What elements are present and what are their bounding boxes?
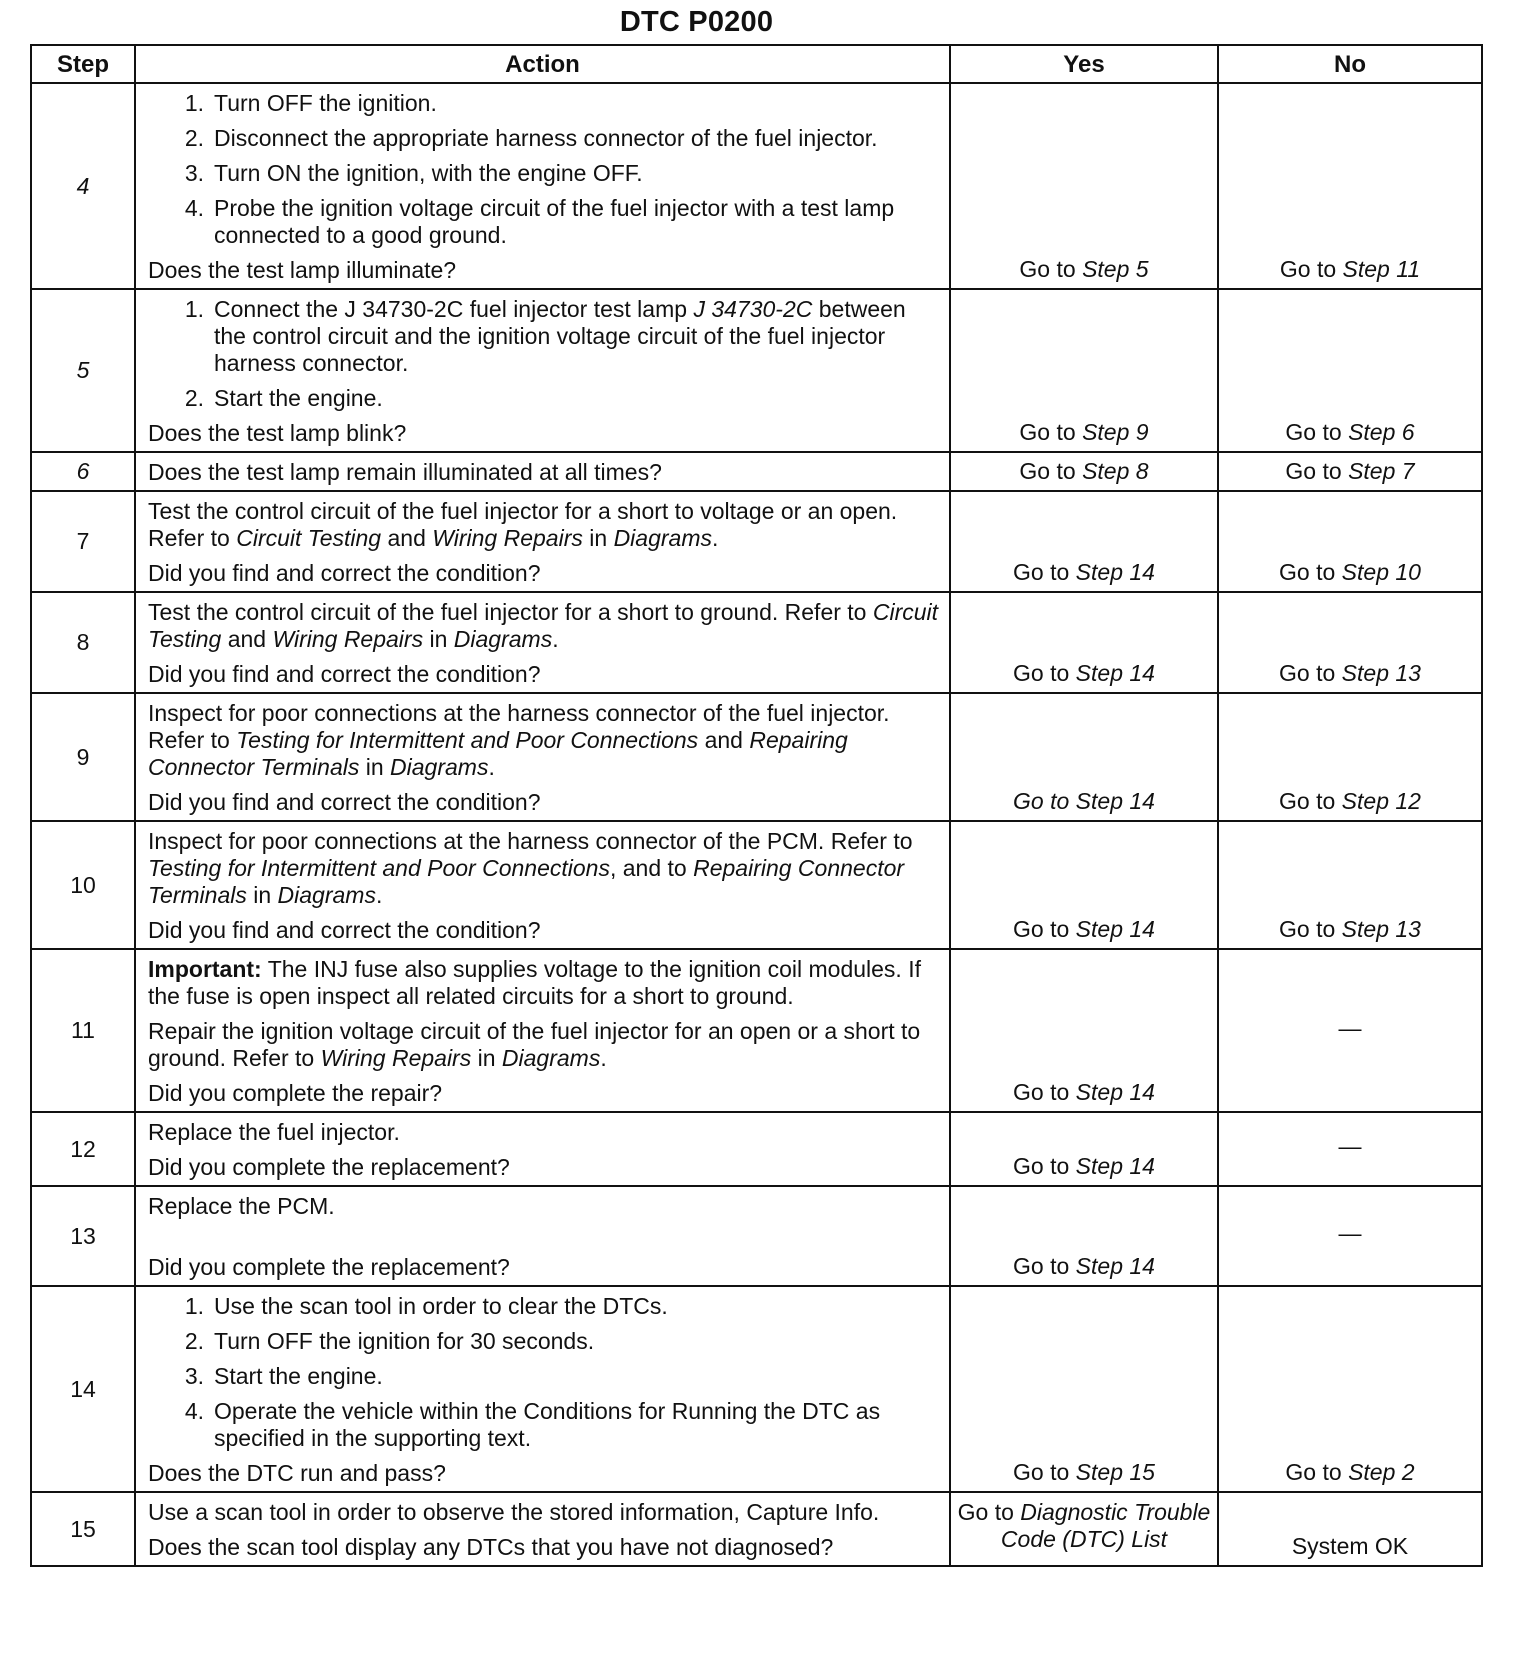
text-span: Go to [1285,419,1349,445]
text-span: and [698,727,750,753]
table-row [31,693,1482,821]
question-text: Did you complete the replacement? [148,1154,510,1180]
step-number: 7 [31,491,135,592]
italic-text: Step 14 [1075,559,1155,585]
header-no: No [1218,45,1482,83]
action-cell [135,289,950,452]
no-cell [1218,289,1482,452]
italic-text: Step 13 [1341,916,1421,942]
text-span: Go to [1279,559,1342,585]
italic-text: Circuit Testing [236,525,382,551]
italic-text: Testing for Intermittent and Poor Connections [148,855,610,881]
yes-cell [950,1286,1218,1492]
text-span: . [488,754,495,780]
yes-cell [950,289,1218,452]
italic-text: Step 13 [1341,660,1421,686]
action-cell [135,1492,950,1566]
header-action: Action [135,45,950,83]
italic-text: Circuit Testing [148,599,939,652]
text-span: Go to [1013,1079,1076,1105]
list-text [214,296,939,377]
step-number: 13 [31,1186,135,1286]
action-text [148,498,939,552]
table-body [31,83,1482,1566]
no-cell [1218,1186,1482,1286]
question-text: Did you complete the replacement? [148,1254,510,1280]
page-title: DTC P0200 [619,6,774,38]
bold-text: Important: [148,956,262,982]
italic-text: Step 6 [1348,419,1415,445]
text-span: Inspect for poor connections at the harness connector of the fuel injector. Refer to [148,700,890,753]
list-number: 2. [184,385,204,411]
text-span: in [582,525,614,551]
dtc-table [30,44,1483,1567]
action-cell [135,693,950,821]
text-span: — [1338,1220,1362,1246]
list-item [148,1363,939,1390]
text-span: The INJ fuse also supplies voltage to the ignition coil modules. If the fuse is open inspect all related circuits for a short to ground. [148,956,921,1009]
italic-text: Wiring Repairs [320,1045,472,1071]
table-row [31,1186,1482,1286]
list-number: 4. [184,1398,204,1424]
italic-text: Step 15 [1075,1459,1155,1485]
action-text [148,599,939,653]
list-item [148,160,939,187]
list-text: Disconnect the appropriate harness connector of the fuel injector. [214,125,878,151]
italic-text: Diagrams [501,1045,601,1071]
list-text: Turn ON the ignition, with the engine OFF. [214,160,643,186]
question-text: Did you find and correct the condition? [148,661,541,687]
text-span: Go to [1279,256,1343,282]
list-text [214,385,939,412]
list-item [148,1398,939,1452]
italic-text: Diagrams [613,525,712,551]
table-row [31,1286,1482,1492]
text-span: Go to [1279,916,1342,942]
list-number: 1. [184,90,204,116]
table-row [31,1492,1482,1566]
yes-cell [950,592,1218,693]
italic-text: Step 8 [1082,458,1149,484]
question-text: Did you complete the repair? [148,1080,443,1106]
question-text: Does the DTC run and pass? [148,1460,446,1486]
text-span: Replace the fuel injector. [148,1119,400,1145]
text-span: Go to [1279,660,1342,686]
text-span: Replace the PCM. [148,1193,335,1219]
step-number: 12 [31,1112,135,1186]
list-text: Use the scan tool in order to clear the DTCs. [214,1293,668,1319]
action-cell [135,1112,950,1186]
text-span: Go to [1019,256,1083,282]
no-cell [1218,1286,1482,1492]
list-number: 1. [184,296,204,322]
list-item [148,195,939,249]
no-cell [1218,821,1482,949]
list-number: 4. [184,195,204,221]
text-span: between the control circuit and the ignition voltage circuit of the fuel injector harness connector. [214,296,906,376]
italic-text: Wiring Repairs [432,525,583,551]
italic-text: Step 10 [1341,559,1421,585]
list-item [148,1293,939,1320]
action-cell [135,1186,950,1286]
text-span: — [1338,1014,1362,1041]
italic-text: Diagrams [390,754,489,780]
text-span: System OK [1291,1533,1409,1559]
italic-text: Step 5 [1082,256,1149,282]
text-span: — [1338,1133,1362,1159]
text-span: in [359,754,391,780]
text-span: Inspect for poor connections at the harness connector of the PCM. Refer to [148,828,913,854]
question-text: Does the test lamp blink? [148,420,407,446]
text-span: Go to [1285,458,1349,484]
spacer [148,1228,939,1254]
list-text: Operate the vehicle within the Conditions for Running the DTC as specified in the supporting text. [214,1398,881,1451]
no-cell [1218,1112,1482,1186]
step-number: 4 [31,83,135,289]
text-span: Go to [1285,1459,1349,1485]
italic-text: Repairing Connector Terminals [148,727,848,780]
list-text: Turn OFF the ignition. [214,90,437,116]
header-step: Step [31,45,135,83]
table-row [31,83,1482,289]
yes-cell [950,949,1218,1112]
italic-text: Step 2 [1348,1459,1415,1485]
step-number: 10 [31,821,135,949]
question-text: Did you find and correct the condition? [148,560,541,586]
action-cell [135,949,950,1112]
yes-cell [950,821,1218,949]
text-span: Start the engine. [214,385,383,411]
italic-text: Step 14 [1075,916,1155,942]
text-span: and [221,626,273,652]
italic-text: Step 14 [1075,1153,1155,1179]
italic-text: J 34730-2C [693,296,813,322]
text-span: . [552,626,559,652]
action-cell [135,821,950,949]
text-span: . [600,1045,607,1071]
action-text [148,956,939,1010]
table-row [31,592,1482,693]
step-number: 8 [31,592,135,693]
italic-text: Step 14 [1075,1253,1155,1279]
text-span: Test the control circuit of the fuel injector for a short to voltage or an open. Refer to [148,498,898,551]
italic-text: Step 9 [1082,419,1149,445]
text-span: Test the control circuit of the fuel injector for a short to ground. Refer to [148,599,873,625]
text-span: . [375,882,383,908]
text-span: Repair the ignition voltage circuit of the fuel injector for an open or a short to ground. Refer to [148,1018,921,1071]
italic-text: Diagrams [453,626,553,652]
action-text [148,700,939,781]
italic-text: Step 14 [1075,660,1155,686]
text-span: Go to [1013,559,1076,585]
yes-cell [950,1112,1218,1186]
list-item [148,296,939,377]
yes-cell [950,693,1218,821]
table-row [31,491,1482,592]
step-number: 14 [31,1286,135,1492]
text-span: in [246,882,278,908]
question-text: Does the test lamp illuminate? [148,257,457,283]
no-cell [1218,1492,1482,1566]
list-item [148,90,939,117]
question-text: Does the scan tool display any DTCs that you have not diagnosed? [148,1534,834,1560]
yes-cell [950,1186,1218,1286]
list-number: 1. [184,1293,204,1319]
step-number: 9 [31,693,135,821]
italic-text: Go to Step 14 [1013,788,1155,814]
list-number: 2. [184,1328,204,1354]
no-cell [1218,592,1482,693]
italic-text: Wiring Repairs [272,626,424,652]
list-number: 2. [184,125,204,151]
list-item [148,385,939,412]
text-span: Go to [1013,1459,1076,1485]
text-span: Go to [1013,660,1076,686]
italic-text: Step 12 [1341,788,1421,814]
text-span: . [711,525,719,551]
text-span: Go to [957,1499,1021,1525]
yes-cell [950,491,1218,592]
action-text [148,1499,939,1526]
no-cell [1218,491,1482,592]
step-number: 5 [31,289,135,452]
action-text [148,1018,939,1072]
text-span: in [471,1045,502,1071]
action-cell [135,83,950,289]
italic-text: Diagnostic Trouble Code (DTC) List [1000,1499,1211,1552]
text-span: , and to [609,855,694,881]
table-row [31,949,1482,1112]
action-text [148,828,939,909]
italic-text: Diagrams [277,882,376,908]
list-number: 3. [184,160,204,186]
yes-cell [950,83,1218,289]
text-span: in [423,626,454,652]
action-cell [135,592,950,693]
step-number: 11 [31,949,135,1112]
list-text: Probe the ignition voltage circuit of the fuel injector with a test lamp connected to a good ground. [214,195,895,248]
list-item [148,1328,939,1355]
step-number: 15 [31,1492,135,1566]
list-number: 3. [184,1363,204,1389]
list-text: Start the engine. [214,1363,383,1389]
text-span: Go to [1019,419,1083,445]
step-number: 6 [31,452,135,491]
list-item [148,125,939,152]
table-row [31,452,1482,491]
action-text [148,1193,939,1220]
text-span: Go to [1013,1153,1076,1179]
no-cell [1218,949,1482,1112]
header-yes: Yes [950,45,1218,83]
text-span: Go to [1279,788,1342,814]
table-row [31,821,1482,949]
italic-text: Step 7 [1348,458,1415,484]
yes-cell [950,1492,1218,1566]
text-span: Connect the J 34730-2C fuel injector test lamp [214,296,694,322]
action-cell [135,1286,950,1492]
text-span: Go to [1013,1253,1076,1279]
italic-text: Repairing Connector Terminals [148,855,905,908]
yes-cell [950,452,1218,491]
text-span: Use a scan tool in order to observe the stored information, Capture Info. [148,1499,880,1525]
italic-text: Testing for Intermittent and Poor Connections [236,727,699,753]
list-text: Turn OFF the ignition for 30 seconds. [214,1328,595,1354]
table-row [31,1112,1482,1186]
text-span: Go to [1019,458,1083,484]
action-cell [135,491,950,592]
no-cell [1218,83,1482,289]
text-span: Go to [1013,916,1076,942]
question-text: Does the test lamp remain illuminated at all times? [148,459,662,485]
question-text: Did you find and correct the condition? [148,917,541,943]
no-cell [1218,452,1482,491]
italic-text: Step 11 [1342,256,1421,282]
action-text [148,1119,939,1146]
no-cell [1218,693,1482,821]
text-span: and [381,525,433,551]
question-text: Did you find and correct the condition? [148,789,541,815]
header-row [31,45,1482,83]
action-cell [135,452,950,491]
italic-text: Step 14 [1075,1079,1155,1105]
table-row [31,289,1482,452]
